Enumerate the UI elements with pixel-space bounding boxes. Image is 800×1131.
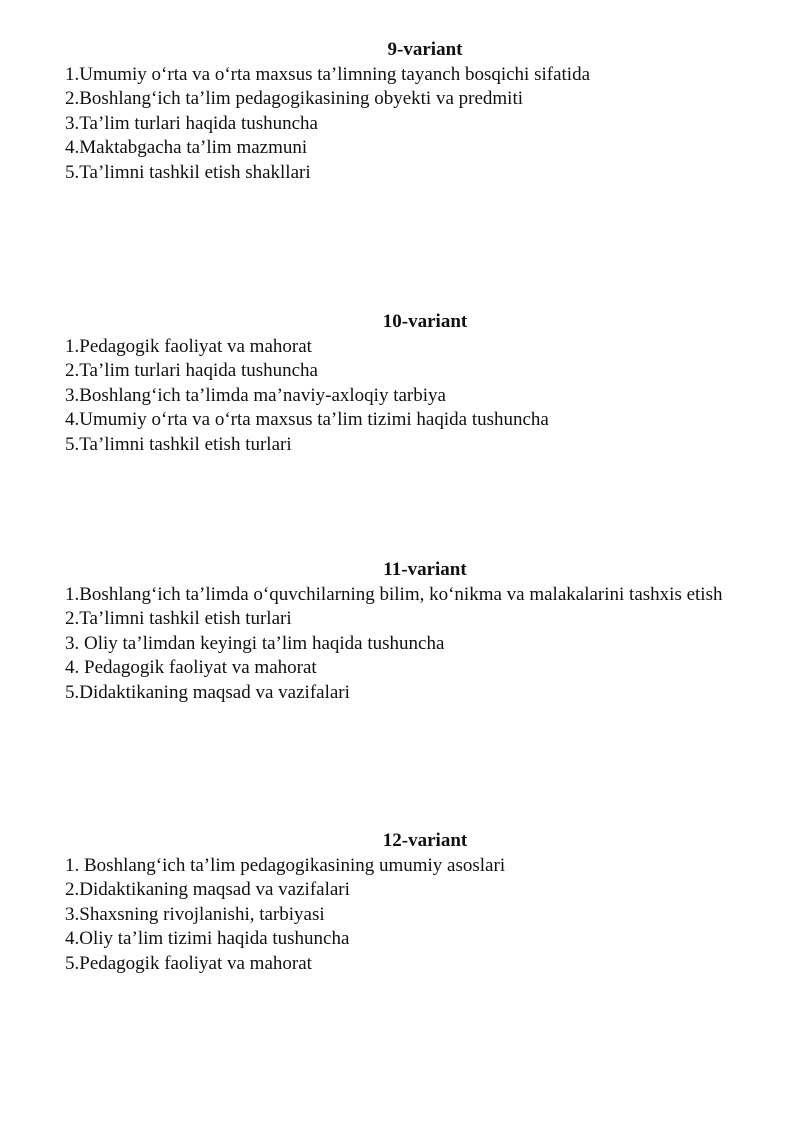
question-item: 5.Didaktikaning maqsad va vazifalari <box>65 681 350 703</box>
question-item: 2.Ta’limni tashkil etish turlari <box>65 608 292 629</box>
variant-title: 12-variant <box>382 830 468 851</box>
question-list <box>65 63 725 186</box>
question-item: 2.Boshlang‘ich ta’lim pedagogikasining obyekti va predmiti <box>65 88 524 109</box>
question-item: 1.Pedagogik faoliyat va mahorat <box>65 335 312 357</box>
question-item: 3.Ta’lim turlari haqida tushuncha <box>65 112 318 134</box>
question-item: 5.Ta’limni tashkil etish shakllari <box>65 161 311 183</box>
variant-section <box>65 310 725 457</box>
variant-section <box>65 558 725 705</box>
question-list <box>65 854 725 977</box>
question-item: 4. Pedagogik faoliyat va mahorat <box>65 657 317 678</box>
variant-section <box>65 829 725 976</box>
variant-title: 11-variant <box>383 559 467 580</box>
question-item: 5.Pedagogik faoliyat va mahorat <box>65 952 312 974</box>
question-item: 1.Boshlang‘ich ta’limda o‘quvchilarning bilim, ko‘nikma va malakalarini tashxis etish <box>65 583 723 605</box>
variant-section <box>65 38 725 185</box>
question-item: 5.Ta’limni tashkil etish turlari <box>65 433 292 455</box>
variant-title: 9-variant <box>387 39 463 60</box>
question-item: 3.Shaxsning rivojlanishi, tarbiyasi <box>65 903 325 925</box>
question-item: 4.Umumiy o‘rta va o‘rta maxsus ta’lim tizimi haqida tushuncha <box>65 409 549 430</box>
question-item: 2.Didaktikaning maqsad va vazifalari <box>65 879 350 900</box>
question-item: 2.Ta’lim turlari haqida tushuncha <box>65 360 318 381</box>
question-item: 3.Boshlang‘ich ta’limda ma’naviy-axloqiy tarbiya <box>65 384 446 406</box>
variant-title: 10-variant <box>382 311 468 332</box>
question-list <box>65 335 725 458</box>
question-list <box>65 583 725 706</box>
question-item: 4.Oliy ta’lim tizimi haqida tushuncha <box>65 928 350 949</box>
question-item: 1.Umumiy o‘rta va o‘rta maxsus ta’limning tayanch bosqichi sifatida <box>65 63 591 85</box>
question-item: 4.Maktabgacha ta’lim mazmuni <box>65 137 308 158</box>
question-item: 3. Oliy ta’limdan keyingi ta’lim haqida tushuncha <box>65 632 445 654</box>
question-item: 1. Boshlang‘ich ta’lim pedagogikasining umumiy asoslari <box>65 854 506 876</box>
